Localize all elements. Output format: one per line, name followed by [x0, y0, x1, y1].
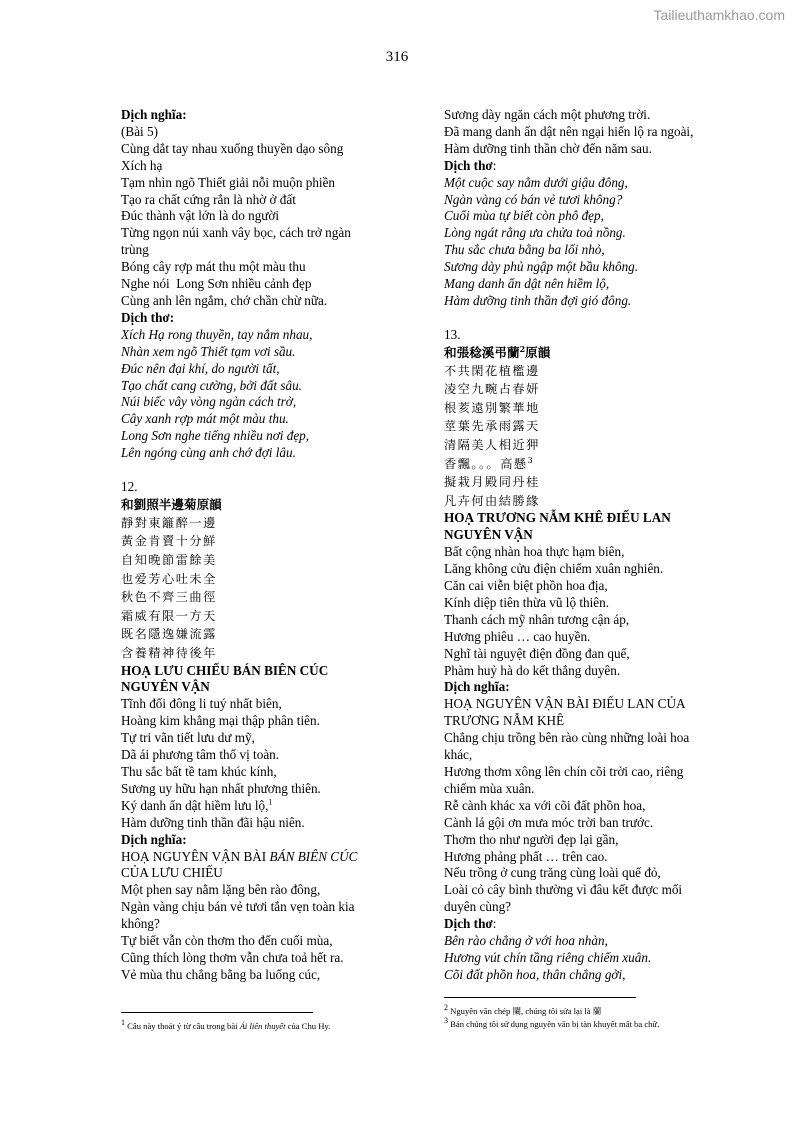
right-line-text: Rễ cành khác xa với cõi đất phồn hoa, — [444, 797, 646, 813]
left-line — [121, 933, 397, 950]
left-line — [121, 259, 397, 276]
right-line — [444, 380, 734, 399]
right-line-text: Hương phiêu … cao huyền. — [444, 628, 591, 644]
left-line — [121, 445, 397, 462]
right-line — [444, 713, 734, 730]
left-line-text: Sương uy hữu hạn nhất phương thiên. — [121, 780, 321, 796]
left-line — [121, 208, 397, 225]
left-line-text: Bóng cây rợp mát thu một màu thu — [121, 259, 306, 275]
left-line-text: Cũng thích lòng thơm vẫn chưa toả hết ra. — [121, 949, 344, 965]
right-line — [444, 175, 734, 192]
right-line-text: Phàm huỷ hà do kết thắng duyên. — [444, 662, 621, 678]
left-line — [121, 865, 397, 882]
right-line-colon: : — [492, 157, 497, 173]
left-line-text: Từng ngọn núi xanh vây bọc, cách trở ngàn — [121, 225, 351, 241]
left-line-text: Tự biết vẫn còn thơm tho đến cuối mùa, — [121, 933, 333, 949]
right-line — [444, 276, 734, 293]
left-line-text: Dã ái phương tâm thổ vị toàn. — [121, 747, 280, 763]
right-line — [444, 849, 734, 866]
right-line-text: Hương phảng phất … trên cao. — [444, 848, 608, 864]
right-line — [444, 646, 734, 663]
left-line — [121, 625, 397, 644]
right-line-text: Đã mang danh ẩn dật nên ngại hiển lộ ra ngoài, — [444, 123, 694, 139]
right-line — [444, 544, 734, 561]
footnote-3-text: Bản chúng tôi sử dụng nguyên văn bị tàn khuyết mất ba chữ. — [450, 1019, 660, 1029]
right-line — [444, 436, 734, 455]
right-line — [444, 208, 734, 225]
right-line — [444, 362, 734, 381]
right-line — [444, 225, 734, 242]
left-line — [121, 781, 397, 798]
right-line-text: Chẳng chịu trồng bên rào cùng những loài hoa — [444, 730, 690, 746]
left-line-text: Hoàng kim khẳng mại thập phân tiên. — [121, 713, 320, 729]
right-line-text: Lòng ngát rằng ưa chửa toả nồng. — [444, 225, 626, 241]
right-line-text: Sương dày phủ ngập một bầu không. — [444, 259, 639, 275]
right-line — [444, 455, 734, 474]
left-line — [121, 730, 397, 747]
right-line-text: 凡卉何由結勝緣 — [444, 493, 540, 508]
left-line-text: Núi biếc vây vòng ngàn cách trở, — [121, 394, 297, 410]
left-line — [121, 479, 397, 496]
left-line-text: Xích Hạ rong thuyền, tay nắm nhau, — [121, 326, 313, 342]
left-line — [121, 849, 397, 866]
left-line — [121, 158, 397, 175]
right-line — [444, 679, 734, 696]
left-line — [121, 394, 397, 411]
right-line — [444, 764, 734, 781]
right-line — [444, 730, 734, 747]
left-line — [121, 225, 397, 242]
left-line — [121, 462, 397, 479]
right-line-text: 香飄。。。高懸 — [444, 456, 528, 471]
right-line — [444, 192, 734, 209]
left-line — [121, 378, 397, 395]
left-line-text: Thu sắc bất tề tam khúc kính, — [121, 764, 277, 780]
right-line — [444, 815, 734, 832]
right-line-text: NGUYÊN VẬN — [444, 527, 533, 543]
right-line — [444, 124, 734, 141]
left-line-tail: BÁN BIÊN CÚC — [269, 848, 358, 864]
footnote-3-number: 3 — [444, 1016, 448, 1026]
right-line-text: Hàm dưỡng tinh thần đợi gió đông. — [444, 292, 632, 308]
footnote-1-number: 1 — [121, 1018, 125, 1028]
right-line — [444, 612, 734, 629]
right-line — [444, 310, 734, 327]
left-line — [121, 679, 397, 696]
footnote-1-italic: Ái liên thuyết — [239, 1021, 286, 1031]
left-line-text: Cùng anh lên ngắm, chớ chần chừ nữa. — [121, 292, 328, 308]
right-line — [444, 899, 734, 916]
left-line — [121, 696, 397, 713]
left-line-text: 秋色不齊三曲徑 — [121, 590, 217, 605]
left-line-text: Tạm nhìn ngõ Thiết giải nỗi muộn phiền — [121, 174, 336, 190]
right-line — [444, 492, 734, 511]
left-line — [121, 967, 397, 984]
right-line-text: 13. — [444, 326, 461, 342]
footnote-rule-right — [444, 997, 636, 998]
left-line — [121, 276, 397, 293]
left-line-text: Nghe nói Long Sơn nhiều cảnh đẹp — [121, 276, 312, 292]
right-line — [444, 967, 734, 984]
left-line — [121, 899, 397, 916]
page-number: 316 — [385, 49, 409, 65]
left-line — [121, 798, 397, 815]
left-line-text: HOẠ LƯU CHIẾU BÁN BIÊN CÚC — [121, 662, 329, 678]
right-line-text: chiếm mùa xuân. — [444, 780, 535, 796]
left-line-text: 靜對東籬醉一邊 — [121, 515, 217, 530]
right-line — [444, 696, 734, 713]
footnote-1-text: Câu này thoát ý từ câu trong bài — [127, 1021, 240, 1031]
right-line-text: Thanh cách mỹ nhân tương cận áp, — [444, 611, 630, 627]
right-line — [444, 663, 734, 680]
right-line-text: 根荄遠別繁華地 — [444, 400, 540, 415]
left-line-text: Dịch thơ: — [121, 309, 175, 325]
left-line — [121, 428, 397, 445]
right-line-text: Mang danh ẩn dật nên hiềm lộ, — [444, 276, 610, 292]
right-footnote-ref: 3 — [527, 455, 535, 465]
right-line-text: Thu sắc chưa bằng ba lối nhỏ, — [444, 242, 605, 258]
right-line-text: 清隔美人相近狎 — [444, 438, 540, 453]
left-line-text: 和劉照半邊菊原韻 — [121, 496, 222, 512]
left-line — [121, 514, 397, 533]
right-line-text: TRƯƠNG NẪM KHÊ — [444, 713, 565, 729]
left-line-text: Ngàn vàng chịu bán vẻ tươi tắn vẹn toàn kia — [121, 899, 355, 915]
left-line — [121, 815, 397, 832]
left-line — [121, 293, 397, 310]
right-line-text: Bên rào chẳng ở với hoa nhàn, — [444, 933, 608, 949]
right-line-text: 莖葉先承雨露天 — [444, 419, 540, 434]
left-line — [121, 175, 397, 192]
left-line-text: 自知晚節雷餘美 — [121, 553, 217, 568]
right-line — [444, 950, 734, 967]
left-line — [121, 588, 397, 607]
left-line-text: Dịch nghĩa: — [121, 831, 187, 847]
footnote-3 — [444, 1016, 744, 1030]
right-line — [444, 158, 734, 175]
right-line-text: Một cuộc say nằm dưới giậu đông, — [444, 174, 628, 190]
footnote-1 — [121, 1018, 421, 1032]
right-line-text: duyên cùng? — [444, 899, 512, 915]
left-line-text: Một phen say nằm lặng bên rào đông, — [121, 882, 321, 898]
left-line-text: Tạo chất cang cường, bởi đất sâu. — [121, 377, 302, 393]
left-line — [121, 310, 397, 327]
right-line — [444, 561, 734, 578]
footnote-rule-left — [121, 1012, 313, 1013]
right-line-text: Nếu trồng ở cung trăng cùng loài quế đỏ, — [444, 865, 661, 881]
left-line-text: 既名隱逸嫌流露 — [121, 627, 217, 642]
left-line — [121, 916, 397, 933]
left-line-text: NGUYÊN VẬN — [121, 679, 210, 695]
right-line — [444, 882, 734, 899]
left-line-text: 黃金肯賣十分鮮 — [121, 534, 217, 549]
left-line-text: Hàm dưỡng tinh thần đãi hậu niên. — [121, 814, 305, 830]
right-line — [444, 259, 734, 276]
left-line-text: Cùng dắt tay nhau xuống thuyền dạo sông — [121, 140, 344, 156]
left-line-text: (Bài 5) — [121, 123, 158, 139]
right-line — [444, 578, 734, 595]
left-line — [121, 344, 397, 361]
right-line-text: Lăng không cửu điện chiếm xuân nghiên. — [444, 561, 664, 577]
right-line — [444, 141, 734, 158]
left-line-text: Đúc thành vật lớn là do người — [121, 208, 280, 224]
left-line-text: 含養精神待後年 — [121, 645, 217, 660]
right-line-text: 凌空九畹占春妍 — [444, 382, 540, 397]
left-line — [121, 832, 397, 849]
left-line — [121, 242, 397, 259]
right-line — [444, 933, 734, 950]
left-line-text: 12. — [121, 478, 138, 494]
left-line — [121, 141, 397, 158]
right-line — [444, 832, 734, 849]
footnote-1-tail: của Chu Hy. — [285, 1021, 331, 1031]
right-line — [444, 242, 734, 259]
right-line-text: Thơm tho như người đẹp lại gần, — [444, 831, 619, 847]
right-line-text: Dịch nghĩa: — [444, 679, 510, 695]
right-column — [444, 107, 734, 984]
left-line — [121, 882, 397, 899]
left-line-text: Ký danh ẩn dật hiềm lưu lộ, — [121, 797, 269, 813]
footnote-2-text: Nguyên văn chép 闌, chúng tôi sửa lại là 蘭 — [450, 1006, 602, 1016]
right-line-text: Hương thơm xông lên chín cõi trời cao, riêng — [444, 764, 684, 780]
left-line — [121, 663, 397, 680]
right-line — [444, 798, 734, 815]
right-line — [444, 865, 734, 882]
left-line — [121, 607, 397, 626]
left-line — [121, 411, 397, 428]
right-line-text: Kính diệp tiên thừa vũ lộ thiên. — [444, 594, 610, 610]
right-line-colon: : — [492, 916, 497, 932]
right-line-text: Dịch thơ — [444, 157, 493, 173]
right-line-text: Loài cỏ cây bình thường vì đâu kết được mối — [444, 882, 683, 898]
left-line — [121, 124, 397, 141]
left-line-text: Dịch nghĩa: — [121, 107, 187, 122]
left-line — [121, 747, 397, 764]
right-line — [444, 344, 734, 362]
watermark: Tailieuthamkhao.com — [653, 7, 785, 23]
left-column — [121, 107, 397, 984]
left-line — [121, 361, 397, 378]
right-line-text: Ngàn vàng có bán vẻ tươi không? — [444, 191, 623, 207]
left-line-text: Xích hạ — [121, 157, 163, 173]
right-line — [444, 595, 734, 612]
left-line-text: trùng — [121, 242, 149, 258]
right-line — [444, 527, 734, 544]
right-line-text: 和張稔溪弔蘭 — [444, 344, 520, 360]
right-line-text: Nghĩ tài nguyệt điện đồng đan quế, — [444, 645, 630, 661]
left-line — [121, 496, 397, 514]
left-line — [121, 764, 397, 781]
right-line — [444, 510, 734, 527]
left-line-text: Tạo ra chất cứng rắn là nhờ ở đất — [121, 191, 296, 207]
right-line-text: 擬栽月殿同丹桂 — [444, 475, 540, 490]
right-line-text: Dịch thơ — [444, 916, 493, 932]
right-line-text: Sương dày ngăn cách một phương trời. — [444, 107, 651, 122]
right-line — [444, 473, 734, 492]
right-line-text: Hàm dưỡng tinh thần chờ đến năm sau. — [444, 140, 652, 156]
left-line — [121, 713, 397, 730]
footnote-2-number: 2 — [444, 1003, 448, 1013]
left-line-text: Long Sơn nghe tiếng nhiều nơi đẹp, — [121, 428, 310, 444]
right-line — [444, 327, 734, 344]
left-line — [121, 644, 397, 663]
right-line — [444, 916, 734, 933]
right-line — [444, 747, 734, 764]
left-line-text: 霜威有限一方天 — [121, 608, 217, 623]
left-line — [121, 950, 397, 967]
right-footnote-ref: 2 — [519, 343, 526, 354]
footnote-2 — [444, 1003, 744, 1017]
right-line — [444, 399, 734, 418]
left-line — [121, 327, 397, 344]
right-line — [444, 417, 734, 436]
right-line-text: Cuối mùa tự biết còn phô đẹp, — [444, 208, 604, 224]
left-footnote-ref: 1 — [268, 797, 273, 807]
right-line — [444, 629, 734, 646]
left-line-text: CỦA LƯU CHIẾU — [121, 865, 223, 881]
right-line-text: Bất cộng nhàn hoa thực hạm biên, — [444, 544, 625, 560]
right-line-text: HOẠ TRƯƠNG NẪM KHÊ ĐIẾU LAN — [444, 510, 671, 526]
left-line — [121, 192, 397, 209]
left-line — [121, 532, 397, 551]
left-line — [121, 107, 397, 124]
left-line — [121, 551, 397, 570]
left-line-text: Tự tri vãn tiết lưu dư mỹ, — [121, 730, 255, 746]
left-line — [121, 570, 397, 589]
left-line-text: Nhàn xem ngõ Thiết tạm vơi sầu. — [121, 343, 296, 359]
left-line-text: Lên ngóng cùng anh chớ đợi lâu. — [121, 445, 296, 461]
left-line-text: Đúc nên đại khí, do người tất, — [121, 360, 280, 376]
left-line-text: Cây xanh rợp mát một màu thu. — [121, 411, 289, 427]
right-line-text: khác, — [444, 747, 473, 763]
left-line-text: HOẠ NGUYÊN VẬN BÀI — [121, 848, 270, 864]
left-line-text: Tĩnh đối đông li tuý nhất biên, — [121, 696, 282, 712]
right-line-text: Cõi đất phồn hoa, thân chẳng gởi, — [444, 966, 626, 982]
right-line — [444, 293, 734, 310]
right-line-tail: 原韻 — [525, 344, 551, 360]
right-line — [444, 781, 734, 798]
right-line-text: Cành lá gội ơn mưa móc trời ban trước. — [444, 814, 654, 830]
right-line-text: Hương vút chín tầng riêng chiếm xuân. — [444, 949, 652, 965]
right-line — [444, 107, 734, 124]
left-line-text: 也爱芳心吐未全 — [121, 571, 217, 586]
right-line-text: 不共閑花植檻邊 — [444, 363, 540, 378]
right-line-text: Căn cai viễn biệt phồn hoa địa, — [444, 578, 608, 594]
left-line-text: Vẻ mùa thu chẳng bằng ba luống cúc, — [121, 966, 321, 982]
right-line-text: HOẠ NGUYÊN VẬN BÀI ĐIẾU LAN CỦA — [444, 696, 686, 712]
left-line-text: không? — [121, 916, 160, 932]
